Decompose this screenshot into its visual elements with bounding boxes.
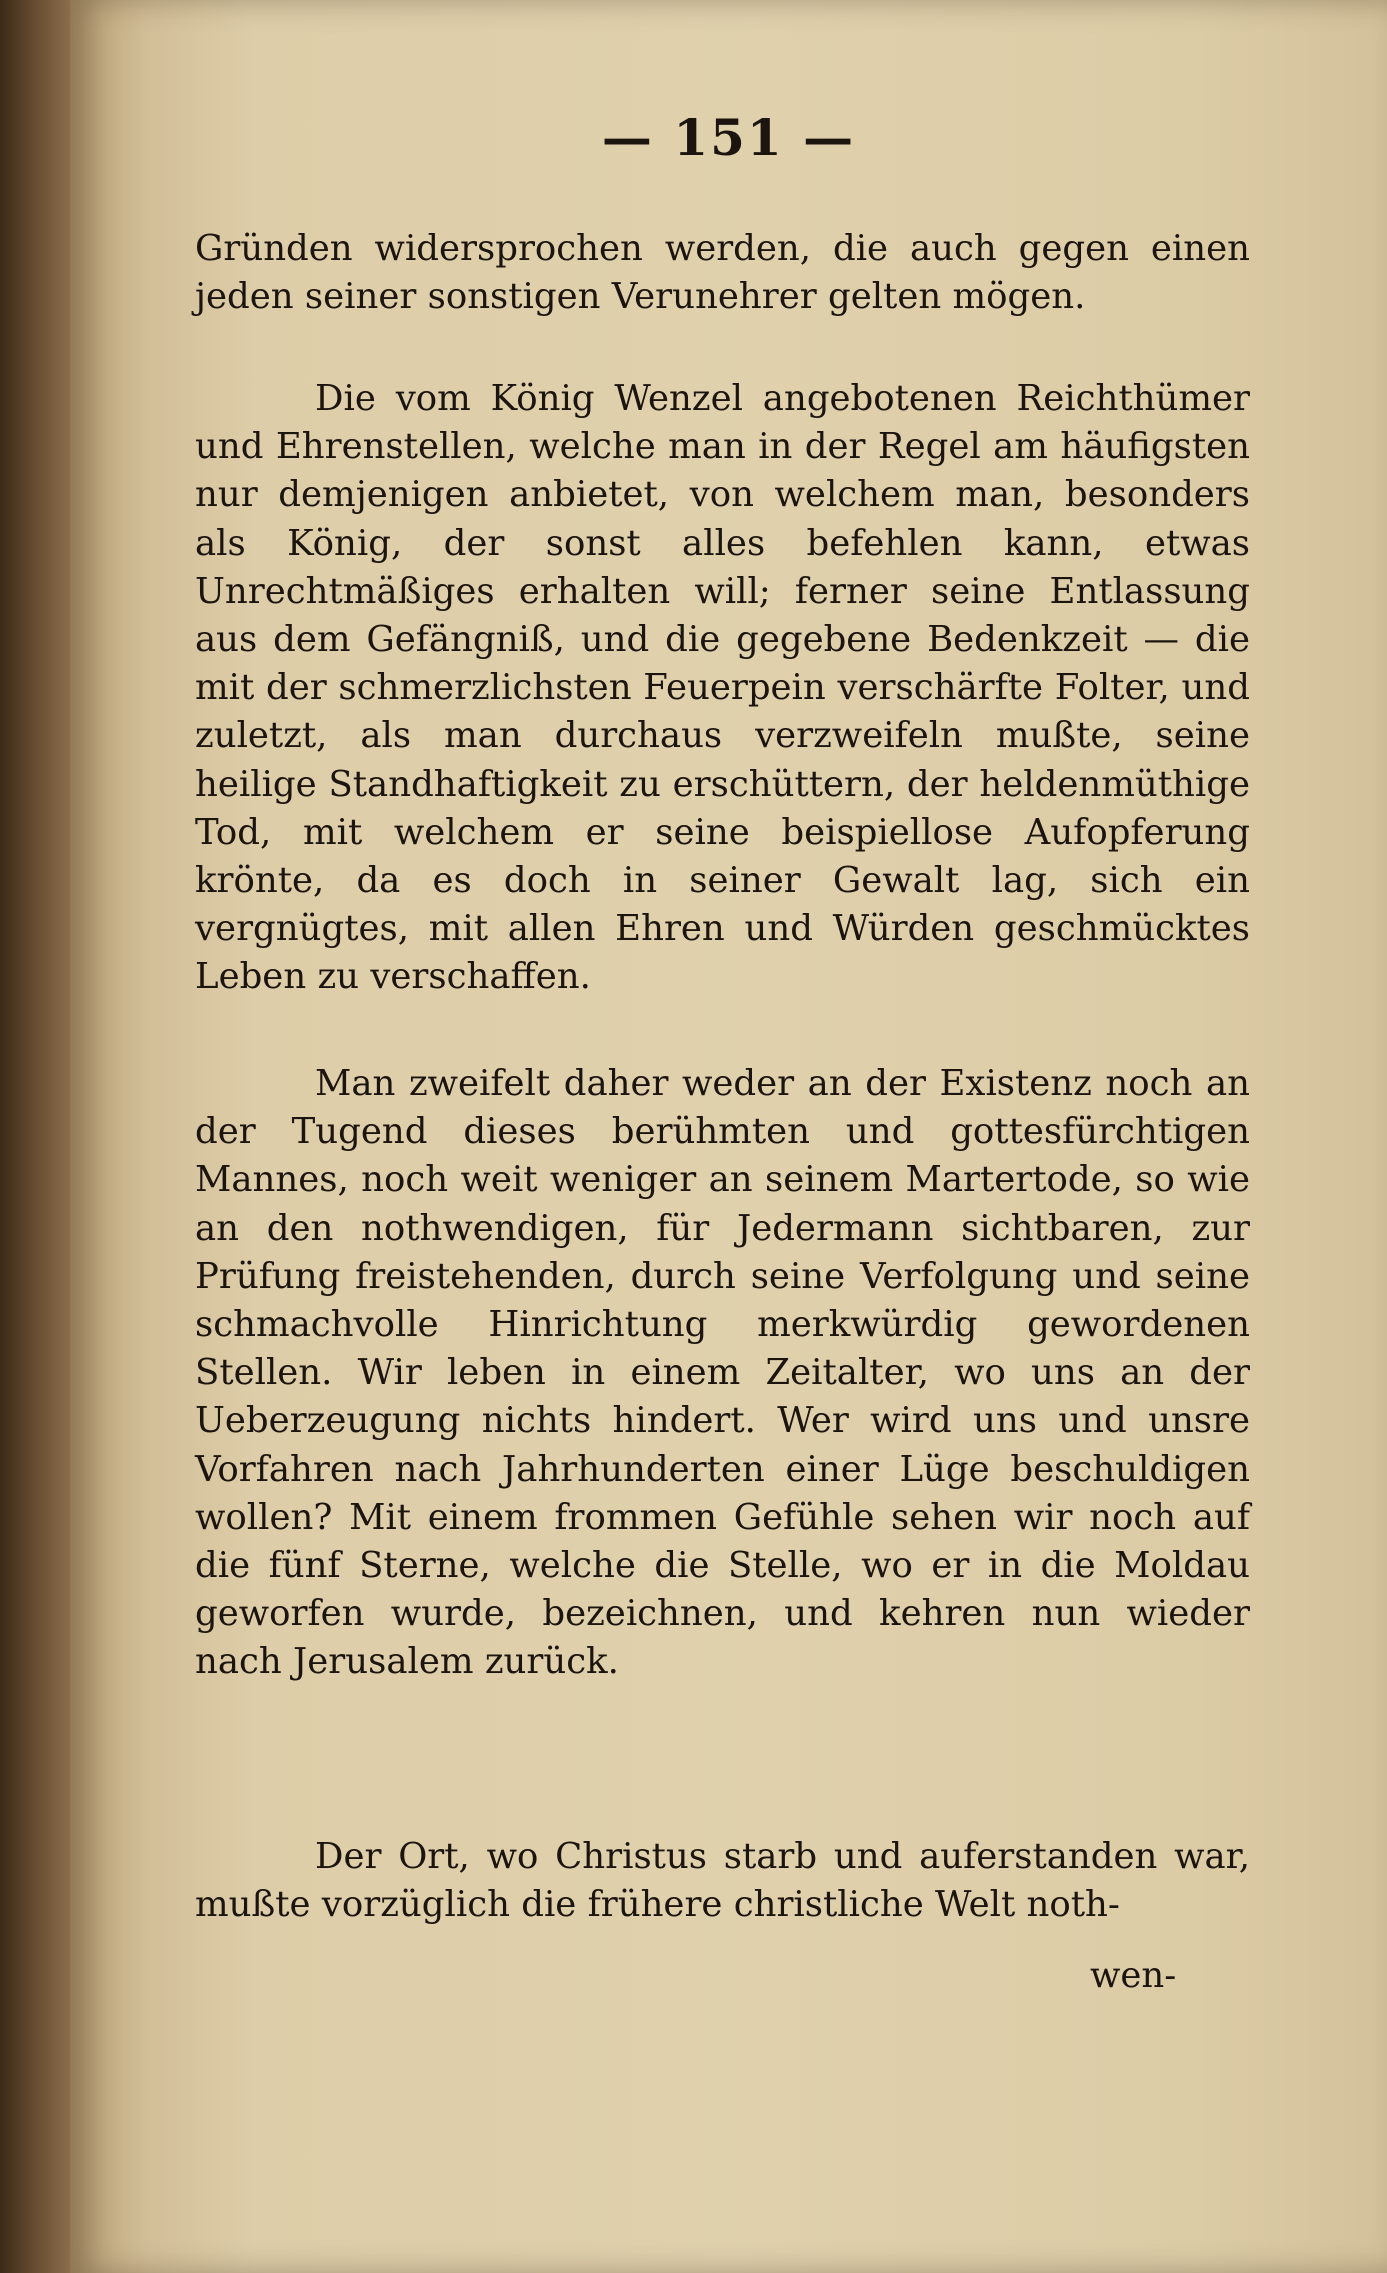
paragraph-text: Man zweifelt daher weder an der Existenz noch an der Tugend dieses berühmten und gottesfürchtigen Mannes, noch weit weniger an seinem Martertode, so wie an den nothwendigen, für Jedermann sichtbaren, zur Prüfung freistehenden, durch seine Verfolgung und seine schmachvolle Hinrichtung merkwürdig gewordenen Stellen. Wir leben in einem Zeitalter, wo uns an der Ueberzeugung nichts hindert. Wer wird uns und unsre Vorfahren nach Jahrhunderten einer Lüge beschuldigen wollen? Mit einem frommen Gefühle sehen wir noch auf die fünf Sterne, welche die Stelle, wo er in die Moldau geworfen wurde, bezeichnen, und kehren nun wieder nach Jerusalem zurück. [195, 1063, 1250, 1683]
paragraph-4 [195, 1833, 1250, 1929]
paragraph-text: Der Ort, wo Christus starb und auferstanden war, mußte vorzüglich die frühere christliche Welt noth- [195, 1836, 1250, 1926]
paragraph-3 [195, 1060, 1250, 1687]
book-spine [0, 0, 70, 2273]
catchword: wen- [1090, 1955, 1177, 1996]
book-page [70, 0, 1387, 2273]
paragraph-1 [195, 225, 1250, 321]
paragraph-2 [195, 375, 1250, 1002]
page-number: — 151 — [601, 108, 856, 167]
paragraph-text: Gründen widersprochen werden, die auch gegen einen jeden seiner sonstigen Verunehrer gelten mögen. [195, 228, 1250, 318]
paragraph-text: Die vom König Wenzel angebotenen Reichthümer und Ehrenstellen, welche man in der Regel am häufigsten nur demjenigen anbietet, von welchem man, besonders als König, der sonst alles befehlen kann, etwas Unrechtmäßiges erhalten will; ferner seine Entlassung aus dem Gefängniß, und die gegebene Bedenkzeit — die mit der schmerzlichsten Feuerpein verschärfte Folter, und zuletzt, als man durchaus verzweifeln mußte, seine heilige Standhaftigkeit zu erschüttern, der heldenmüthige Tod, mit welchem er seine beispiellose Aufopferung krönte, da es doch in seiner Gewalt lag, sich ein vergnügtes, mit allen Ehren und Würden geschmücktes Leben zu verschaffen. [195, 378, 1250, 998]
